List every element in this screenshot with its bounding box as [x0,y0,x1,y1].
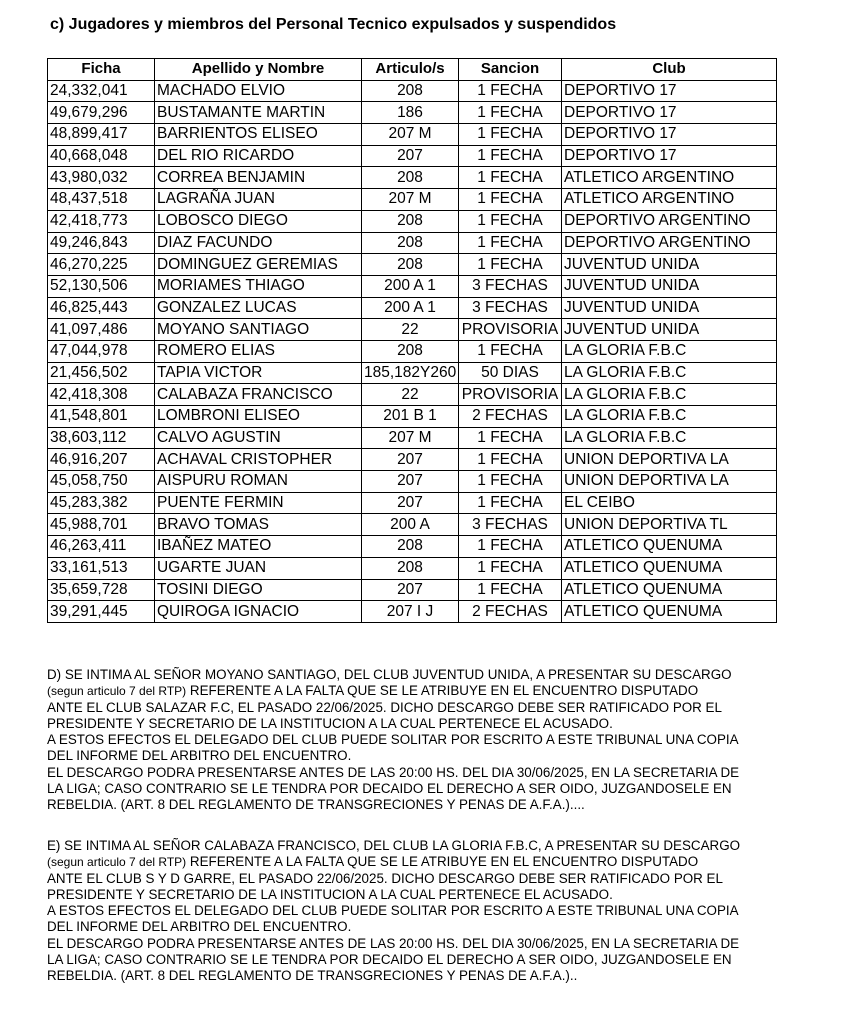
cell-club: UNION DEPORTIVA LA [562,471,777,493]
notice-line: A ESTOS EFECTOS EL DELEGADO DEL CLUB PUEDE SOLITAR POR ESCRITO A ESTE TRIBUNAL UNA COPIA [47,903,739,919]
cell-sancion: 1 FECHA [459,80,562,102]
cell-art: 208 [362,340,459,362]
cell-sancion: 1 FECHA [459,102,562,124]
cell-nombre: MACHADO ELVIO [155,80,362,102]
cell-ficha: 49,246,843 [48,232,155,254]
cell-ficha: 41,097,486 [48,319,155,341]
cell-ficha: 40,668,048 [48,145,155,167]
cell-ficha: 52,130,506 [48,275,155,297]
cell-nombre: TOSINI DIEGO [155,579,362,601]
cell-club: JUVENTUD UNIDA [562,275,777,297]
table-row [48,145,777,167]
cell-sancion: 1 FECHA [459,471,562,493]
notice-line [47,854,837,870]
cell-nombre: LOBOSCO DIEGO [155,210,362,232]
cell-club: DEPORTIVO ARGENTINO [562,232,777,254]
cell-sancion: 1 FECHA [459,167,562,189]
table-body [48,80,777,622]
cell-club: ATLETICO QUENUMA [562,579,777,601]
cell-ficha: 35,659,728 [48,579,155,601]
table-row [48,189,777,211]
table-row [48,514,777,536]
table-row [48,384,777,406]
cell-club: ATLETICO QUENUMA [562,601,777,623]
cell-nombre: CORREA BENJAMIN [155,167,362,189]
notice-line: EL DESCARGO PODRA PRESENTARSE ANTES DE LAS 20:00 HS. DEL DIA 30/06/2025, EN LA SECRETARIA DE [47,935,740,951]
cell-art: 207 [362,471,459,493]
cell-nombre: LOMBRONI ELISEO [155,406,362,428]
header-apellido-nombre: Apellido y Nombre [155,59,362,81]
cell-nombre: DOMINGUEZ GEREMIAS [155,254,362,276]
notice-line: DEL INFORME DEL ARBITRO DEL ENCUENTRO. [47,748,352,764]
notice-line [47,683,837,699]
notice-line: ANTE EL CLUB SALAZAR F.C, EL PASADO 22/06/2025. DICHO DESCARGO DEBE SER RATIFICADO POR EL [47,699,722,715]
cell-nombre: ACHAVAL CRISTOPHER [155,449,362,471]
cell-sancion: 1 FECHA [459,579,562,601]
sanctions-table [47,58,777,623]
table-row [48,232,777,254]
cell-sancion: 1 FECHA [459,254,562,276]
cell-sancion: 1 FECHA [459,449,562,471]
cell-club: ATLETICO ARGENTINO [562,189,777,211]
header-ficha: Ficha [48,59,155,81]
cell-ficha: 33,161,513 [48,557,155,579]
cell-club: LA GLORIA F.B.C [562,384,777,406]
cell-nombre: UGARTE JUAN [155,557,362,579]
cell-ficha: 24,332,041 [48,80,155,102]
cell-art: 208 [362,557,459,579]
cell-art: 207 I J [362,601,459,623]
table-row [48,210,777,232]
cell-club: LA GLORIA F.B.C [562,427,777,449]
cell-sancion: 1 FECHA [459,427,562,449]
cell-art: 185,182Y260 [362,362,459,384]
notice-line: REBELDIA. (ART. 8 DEL REGLAMENTO DE TRANSGRECIONES Y PENAS DE A.F.A.).. [47,968,578,984]
cell-sancion: 3 FECHAS [459,275,562,297]
cell-sancion: 2 FECHAS [459,406,562,428]
table-row [48,275,777,297]
cell-ficha: 45,988,701 [48,514,155,536]
notice-e [47,838,837,985]
cell-sancion: 1 FECHA [459,210,562,232]
cell-nombre: MOYANO SANTIAGO [155,319,362,341]
table-row [48,406,777,428]
cell-club: DEPORTIVO ARGENTINO [562,210,777,232]
notice-line: LA LIGA; CASO CONTRARIO SE LE TENDRA POR DECAIDO EL DERECHO A SER OIDO, JUZGANDOSELE EN [47,952,732,968]
cell-art: 201 B 1 [362,406,459,428]
table-row [48,254,777,276]
cell-nombre: DEL RIO RICARDO [155,145,362,167]
cell-art: 207 [362,449,459,471]
cell-sancion: 1 FECHA [459,232,562,254]
notice-line-rest: REFERENTE A LA FALTA QUE SE LE ATRIBUYE EN EL ENCUENTRO DISPUTADO [186,683,699,699]
cell-art: 200 A 1 [362,275,459,297]
notice-article-ref: (segun articulo 7 del RTP) [47,684,187,699]
header-sancion: Sancion [459,59,562,81]
cell-ficha: 46,825,443 [48,297,155,319]
cell-sancion: 1 FECHA [459,492,562,514]
cell-nombre: LAGRAÑA JUAN [155,189,362,211]
header-club: Club [562,59,777,81]
cell-club: DEPORTIVO 17 [562,145,777,167]
notice-line-rest: REFERENTE A LA FALTA QUE SE LE ATRIBUYE EN EL ENCUENTRO DISPUTADO [186,854,699,870]
notice-line: EL DESCARGO PODRA PRESENTARSE ANTES DE LAS 20:00 HS. DEL DIA 30/06/2025, EN LA SECRETARIA DE [47,764,740,780]
cell-ficha: 45,283,382 [48,492,155,514]
table-row [48,80,777,102]
cell-sancion: 1 FECHA [459,145,562,167]
notice-line: D) SE INTIMA AL SEÑOR MOYANO SANTIAGO, DEL CLUB JUVENTUD UNIDA, A PRESENTAR SU DESCARGO [47,667,732,682]
cell-art: 22 [362,319,459,341]
notice-line: LA LIGA; CASO CONTRARIO SE LE TENDRA POR DECAIDO EL DERECHO A SER OIDO, JUZGANDOSELE EN [47,781,732,797]
cell-nombre: BRAVO TOMAS [155,514,362,536]
cell-sancion: 1 FECHA [459,124,562,146]
cell-sancion: PROVISORIA [459,384,562,406]
cell-sancion: 1 FECHA [459,536,562,558]
cell-ficha: 43,980,032 [48,167,155,189]
cell-club: EL CEIBO [562,492,777,514]
cell-art: 208 [362,210,459,232]
table-row [48,557,777,579]
cell-art: 208 [362,80,459,102]
cell-club: LA GLORIA F.B.C [562,406,777,428]
cell-ficha: 47,044,978 [48,340,155,362]
cell-club: ATLETICO ARGENTINO [562,167,777,189]
cell-sancion: 1 FECHA [459,340,562,362]
cell-art: 208 [362,254,459,276]
notice-article-ref: (segun articulo 7 del RTP) [47,855,187,870]
cell-ficha: 38,603,112 [48,427,155,449]
table-row [48,601,777,623]
cell-club: LA GLORIA F.B.C [562,362,777,384]
cell-art: 208 [362,167,459,189]
cell-sancion: 2 FECHAS [459,601,562,623]
cell-ficha: 46,916,207 [48,449,155,471]
notice-line: ANTE EL CLUB S Y D GARRE, EL PASADO 22/06/2025. DICHO DESCARGO DEBE SER RATIFICADO POR EL [47,870,723,886]
cell-art: 200 A [362,514,459,536]
cell-nombre: AISPURU ROMAN [155,471,362,493]
table-header-row [48,59,777,81]
cell-nombre: ROMERO ELIAS [155,340,362,362]
cell-club: JUVENTUD UNIDA [562,254,777,276]
notice-line: DEL INFORME DEL ARBITRO DEL ENCUENTRO. [47,919,352,935]
cell-nombre: CALABAZA FRANCISCO [155,384,362,406]
table-row [48,362,777,384]
notice-line: REBELDIA. (ART. 8 DEL REGLAMENTO DE TRANSGRECIONES Y PENAS DE A.F.A.).... [47,797,585,813]
table-row [48,471,777,493]
cell-ficha: 49,679,296 [48,102,155,124]
notice-line: E) SE INTIMA AL SEÑOR CALABAZA FRANCISCO, DEL CLUB LA GLORIA F.B.C, A PRESENTAR SU DESCARGO [47,838,741,853]
cell-ficha: 42,418,773 [48,210,155,232]
table-row [48,492,777,514]
notice-line: PRESIDENTE Y SECRETARIO DE LA INSTITUCION A LA CUAL PERTENECE EL ACUSADO. [47,715,613,731]
cell-ficha: 48,899,417 [48,124,155,146]
cell-art: 207 [362,579,459,601]
cell-nombre: CALVO AGUSTIN [155,427,362,449]
section-title: c) Jugadores y miembros del Personal Tecnico expulsados y suspendidos [50,16,617,33]
cell-club: ATLETICO QUENUMA [562,536,777,558]
cell-sancion: 1 FECHA [459,189,562,211]
table-row [48,536,777,558]
table-row [48,167,777,189]
cell-club: JUVENTUD UNIDA [562,297,777,319]
cell-sancion: 1 FECHA [459,557,562,579]
notice-d [47,667,837,814]
cell-sancion: 3 FECHAS [459,297,562,319]
cell-nombre: MORIAMES THIAGO [155,275,362,297]
cell-sancion: 50 DIAS [459,362,562,384]
cell-sancion: PROVISORIA [459,319,562,341]
cell-art: 208 [362,536,459,558]
cell-art: 208 [362,232,459,254]
cell-nombre: TAPIA VICTOR [155,362,362,384]
header-articulos: Articulo/s [362,59,459,81]
table-row [48,340,777,362]
table-row [48,427,777,449]
cell-club: DEPORTIVO 17 [562,80,777,102]
table-row [48,297,777,319]
cell-ficha: 21,456,502 [48,362,155,384]
cell-club: UNION DEPORTIVA TL [562,514,777,536]
cell-ficha: 45,058,750 [48,471,155,493]
cell-nombre: BUSTAMANTE MARTIN [155,102,362,124]
cell-ficha: 46,263,411 [48,536,155,558]
cell-art: 207 M [362,427,459,449]
cell-ficha: 48,437,518 [48,189,155,211]
cell-art: 22 [362,384,459,406]
cell-art: 207 M [362,124,459,146]
cell-art: 207 [362,492,459,514]
cell-ficha: 39,291,445 [48,601,155,623]
cell-club: JUVENTUD UNIDA [562,319,777,341]
cell-club: DEPORTIVO 17 [562,124,777,146]
notice-line: A ESTOS EFECTOS EL DELEGADO DEL CLUB PUEDE SOLITAR POR ESCRITO A ESTE TRIBUNAL UNA COPIA [47,732,739,748]
cell-art: 186 [362,102,459,124]
notice-line: PRESIDENTE Y SECRETARIO DE LA INSTITUCION A LA CUAL PERTENECE EL ACUSADO. [47,886,613,902]
cell-club: ATLETICO QUENUMA [562,557,777,579]
table-row [48,102,777,124]
cell-club: DEPORTIVO 17 [562,102,777,124]
cell-ficha: 42,418,308 [48,384,155,406]
cell-nombre: PUENTE FERMIN [155,492,362,514]
cell-nombre: QUIROGA IGNACIO [155,601,362,623]
cell-nombre: GONZALEZ LUCAS [155,297,362,319]
cell-nombre: DIAZ FACUNDO [155,232,362,254]
cell-ficha: 41,548,801 [48,406,155,428]
cell-art: 207 [362,145,459,167]
table-row [48,579,777,601]
cell-art: 200 A 1 [362,297,459,319]
table-row [48,449,777,471]
cell-ficha: 46,270,225 [48,254,155,276]
cell-nombre: IBAÑEZ MATEO [155,536,362,558]
table-row [48,124,777,146]
table-row [48,319,777,341]
cell-club: UNION DEPORTIVA LA [562,449,777,471]
cell-club: LA GLORIA F.B.C [562,340,777,362]
cell-nombre: BARRIENTOS ELISEO [155,124,362,146]
cell-sancion: 3 FECHAS [459,514,562,536]
cell-art: 207 M [362,189,459,211]
